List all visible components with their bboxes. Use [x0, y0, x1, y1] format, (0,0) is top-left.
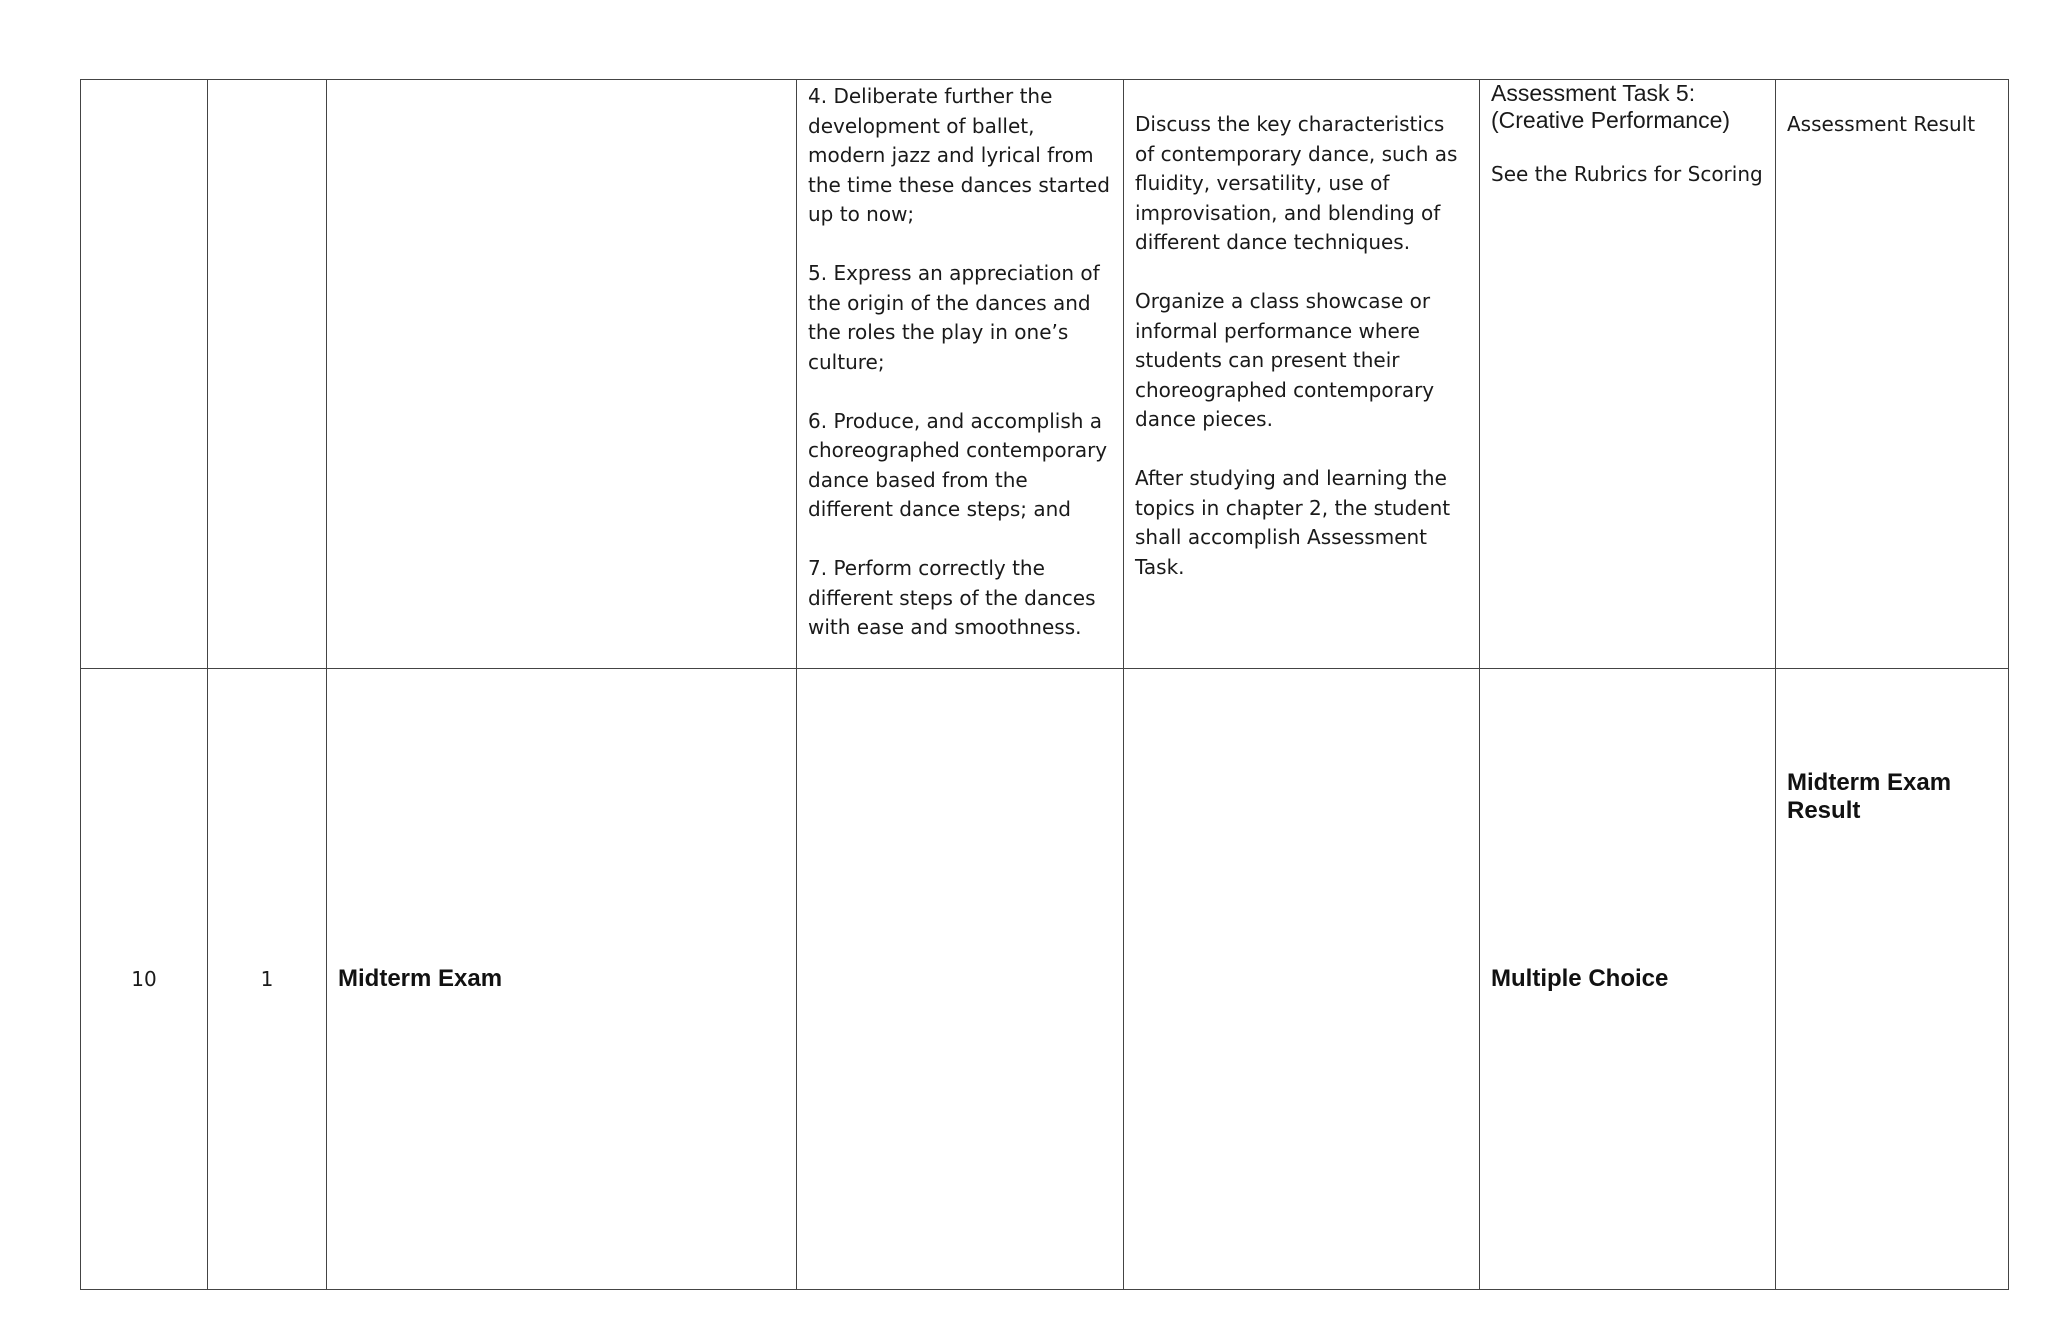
- learning-outcomes-cell: [797, 80, 1124, 669]
- assessment-task-title: Assessment Task 5: (Creative Performance): [1491, 80, 1731, 133]
- output-cell: [1776, 669, 2009, 1290]
- activity-item: After studying and learning the topics in chapter 2, the student shall accomplish Assessment Task.: [1135, 466, 1451, 579]
- activity-item: Discuss the key characteristics of contemporary dance, such as fluidity, versatility, use of improvisation, and blending of different dance techniques.: [1135, 112, 1458, 254]
- outcome-item: 6. Produce, and accomplish a choreographed contemporary dance based from the different dance steps; and: [808, 408, 1108, 521]
- assessment-result: Assessment Result: [1787, 112, 1976, 136]
- teaching-activities-cell: [1124, 669, 1480, 1290]
- hours-cell: [208, 80, 327, 669]
- assessment-cell: Multiple Choice: [1480, 669, 1776, 1290]
- outcome-item: 7. Perform correctly the different steps of the dances with ease and smoothness.: [808, 556, 1096, 639]
- assessment-cell: [1480, 80, 1776, 669]
- topic-cell: [327, 80, 797, 669]
- teaching-activities-cell: [1124, 80, 1480, 669]
- assessment-note: See the Rubrics for Scoring: [1491, 162, 1763, 186]
- midterm-result: Midterm Exam Result: [1787, 769, 1952, 824]
- week-cell: 10: [81, 669, 208, 1290]
- table-row: [81, 80, 2009, 669]
- syllabus-table: [80, 79, 2009, 1290]
- week-cell: [81, 80, 208, 669]
- topic-cell: Midterm Exam: [327, 669, 797, 1290]
- output-cell: [1776, 80, 2009, 669]
- table-row: [81, 669, 2009, 1290]
- activity-item: Organize a class showcase or informal performance where students can present their choreographed contemporary dance pieces.: [1135, 289, 1435, 431]
- hours-cell: 1: [208, 669, 327, 1290]
- learning-outcomes-cell: [797, 669, 1124, 1290]
- outcome-item: 5. Express an appreciation of the origin of the dances and the roles the play in one’s culture;: [808, 261, 1100, 374]
- outcome-item: 4. Deliberate further the development of ballet, modern jazz and lyrical from the time these dances started up to now;: [808, 84, 1110, 226]
